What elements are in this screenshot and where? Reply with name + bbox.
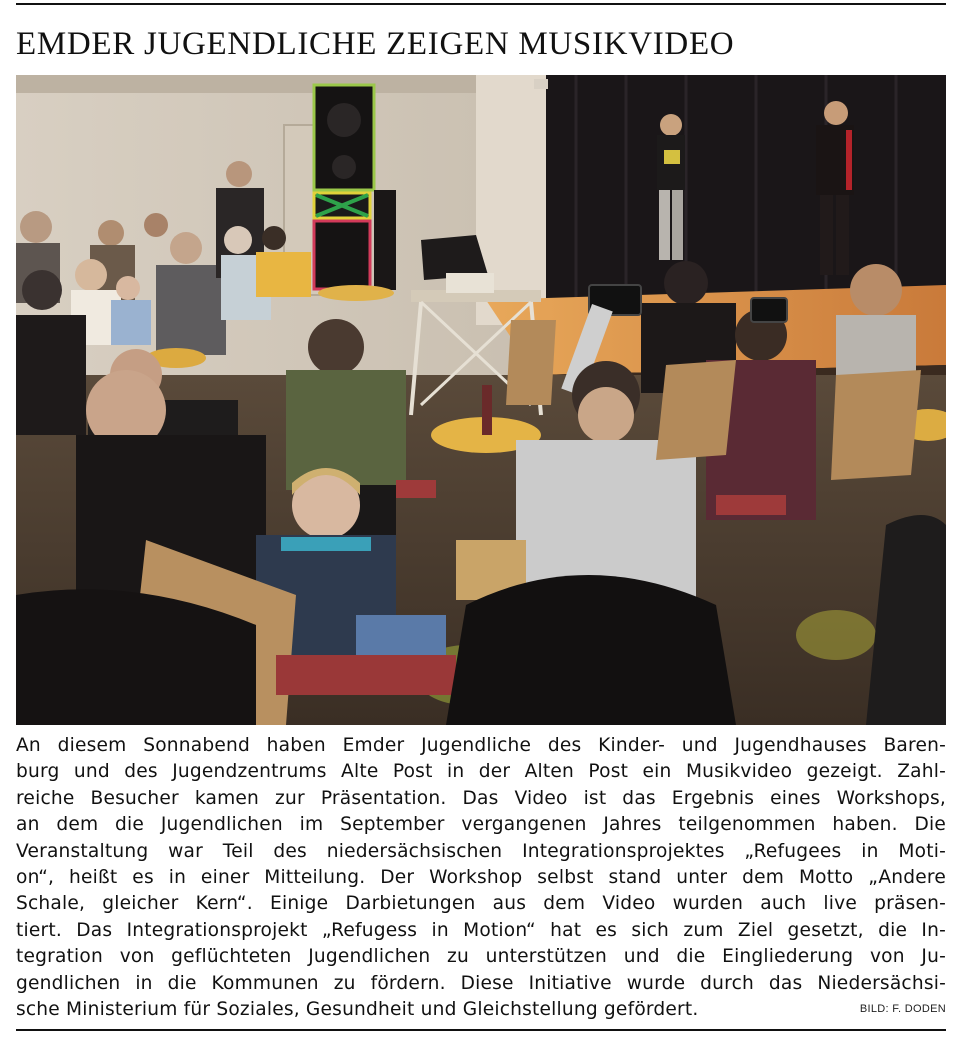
photo-credit: BILD: F. DODEN <box>859 1003 946 1015</box>
caption-line: burg und des Jugendzentrums Alte Post in der Alten Post ein Musikvideo gezeigt. Zahl- <box>16 761 946 783</box>
top-rule <box>16 3 946 5</box>
caption-line: on“, heißt es in einer Mitteilung. Der Workshop selbst stand unter dem Motto „Andere <box>16 866 946 888</box>
event-photo-illustration <box>16 75 946 725</box>
caption-line: gendlichen in die Kommunen zu fördern. Diese Initiative wurde durch das Niedersächsi- <box>16 972 946 994</box>
article-headline: EMDER JUGENDLICHE ZEIGEN MUSIKVIDEO <box>16 26 735 62</box>
photo-caption <box>16 733 946 1023</box>
caption-line: sche Ministerium für Soziales, Gesundheit und Gleichstellung gefördert. <box>16 998 699 1020</box>
caption-line: reiche Besucher kamen zur Präsentation. Das Video ist das Ergebnis eines Workshops, <box>16 787 946 809</box>
bottom-rule <box>16 1029 946 1031</box>
caption-line: Schale, gleicher Kern“. Einige Darbietungen aus dem Video wurden auch live präsen- <box>16 893 946 915</box>
caption-line: An diesem Sonnabend haben Emder Jugendliche des Kinder- und Jugendhauses Baren- <box>16 735 946 756</box>
event-photo <box>16 75 946 725</box>
caption-line: tiert. Das Integrationsprojekt „Refugess in Motion“ hat es sich zum Ziel gesetzt, die In- <box>16 919 946 941</box>
caption-line: an dem die Jugendlichen im September vergangenen Jahres teilgenommen haben. Die <box>16 814 946 836</box>
caption-line: Veranstaltung war Teil des niedersächsischen Integrationsprojektes „Refugees in Moti- <box>16 840 946 862</box>
caption-line: tegration von geflüchteten Jugendlichen zu unterstützen und die Eingliederung von Ju- <box>16 946 946 968</box>
